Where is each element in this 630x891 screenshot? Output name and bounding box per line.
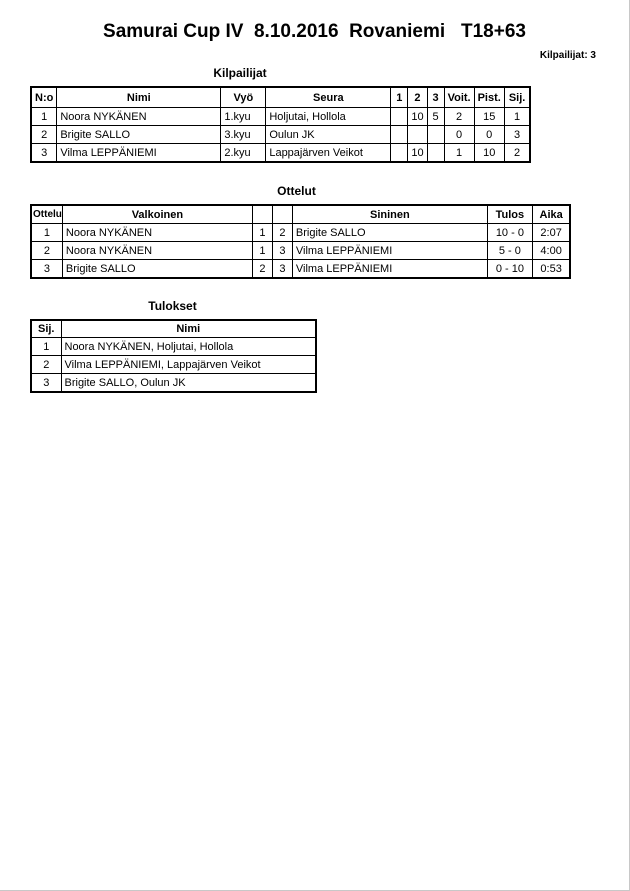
col-header-2: 2: [408, 87, 427, 108]
cell-sij: 2: [31, 356, 61, 374]
cell-voit: 0: [444, 126, 474, 144]
tulokset-table: [30, 319, 317, 393]
cell-match-2: 10: [408, 144, 427, 163]
cell-sininen: Vilma LEPPÄNIEMI: [292, 260, 487, 279]
cell-vyo: 2.kyu: [221, 144, 266, 163]
competitor-count: Kilpailijat: 3: [539, 50, 596, 61]
table-row: [31, 374, 316, 393]
cell-valkoinen: Noora NYKÄNEN: [62, 224, 252, 242]
cell-tulos: 10 - 0: [487, 224, 532, 242]
tulokset-header-row: [31, 320, 316, 338]
cell-match-1: [391, 144, 408, 163]
cell-match-3: 5: [427, 108, 444, 126]
table-row: [31, 144, 530, 163]
col-header-tulos: Tulos: [487, 205, 532, 224]
cell-white-no: 1: [252, 242, 272, 260]
cell-match-no: 2: [31, 242, 62, 260]
cell-match-no: 1: [31, 224, 62, 242]
col-header-3: 3: [427, 87, 444, 108]
col-header-sij: Sij.: [504, 87, 530, 108]
col-header-sij: Sij.: [31, 320, 61, 338]
cell-valkoinen: Noora NYKÄNEN: [62, 242, 252, 260]
col-header-nimi: Nimi: [57, 87, 221, 108]
cell-blue-no: 3: [272, 242, 292, 260]
ottelut-heading: Ottelut: [277, 184, 316, 198]
cell-aika: 0:53: [532, 260, 570, 279]
cell-nimi: Noora NYKÄNEN, Holjutai, Hollola: [61, 338, 316, 356]
ottelut-header-row: [31, 205, 570, 224]
cell-sij: 2: [504, 144, 530, 163]
table-row: [31, 356, 316, 374]
cell-aika: 2:07: [532, 224, 570, 242]
cell-valkoinen: Brigite SALLO: [62, 260, 252, 279]
table-row: [31, 126, 530, 144]
table-row: [31, 224, 570, 242]
cell-nimi: Vilma LEPPÄNIEMI, Lappajärven Veikot: [61, 356, 316, 374]
cell-sij: 1: [504, 108, 530, 126]
col-header-ottelu: Ottelu: [31, 205, 62, 224]
cell-pist: 15: [474, 108, 504, 126]
col-header-nimi: Nimi: [61, 320, 316, 338]
cell-sij: 3: [504, 126, 530, 144]
cell-no: 2: [31, 126, 57, 144]
kilpailijat-table: [30, 86, 531, 163]
col-header-pist: Pist.: [474, 87, 504, 108]
col-header-no: N:o: [31, 87, 57, 108]
cell-white-no: 1: [252, 224, 272, 242]
cell-match-no: 3: [31, 260, 62, 279]
cell-voit: 2: [444, 108, 474, 126]
page-title: Samurai Cup IV 8.10.2016 Rovaniemi T18+63: [103, 21, 526, 42]
cell-sij: 3: [31, 374, 61, 393]
cell-match-3: [427, 144, 444, 163]
cell-aika: 4:00: [532, 242, 570, 260]
col-header-white-no: [252, 205, 272, 224]
cell-no: 1: [31, 108, 57, 126]
cell-nimi: Vilma LEPPÄNIEMI: [57, 144, 221, 163]
table-row: [31, 260, 570, 279]
cell-pist: 10: [474, 144, 504, 163]
col-header-1: 1: [391, 87, 408, 108]
col-header-seura: Seura: [266, 87, 391, 108]
kilpailijat-heading: Kilpailijat: [213, 66, 267, 80]
cell-sininen: Vilma LEPPÄNIEMI: [292, 242, 487, 260]
col-header-blue-no: [272, 205, 292, 224]
col-header-aika: Aika: [532, 205, 570, 224]
cell-vyo: 3.kyu: [221, 126, 266, 144]
cell-seura: Oulun JK: [266, 126, 391, 144]
cell-tulos: 0 - 10: [487, 260, 532, 279]
cell-nimi: Brigite SALLO, Oulun JK: [61, 374, 316, 393]
col-header-voit: Voit.: [444, 87, 474, 108]
cell-seura: Lappajärven Veikot: [266, 144, 391, 163]
cell-nimi: Noora NYKÄNEN: [57, 108, 221, 126]
cell-sininen: Brigite SALLO: [292, 224, 487, 242]
cell-pist: 0: [474, 126, 504, 144]
col-header-valkoinen: Valkoinen: [62, 205, 252, 224]
cell-nimi: Brigite SALLO: [57, 126, 221, 144]
cell-blue-no: 2: [272, 224, 292, 242]
cell-no: 3: [31, 144, 57, 163]
cell-match-3: [427, 126, 444, 144]
tulokset-heading: Tulokset: [148, 299, 197, 313]
cell-match-1: [391, 108, 408, 126]
cell-match-2: [408, 126, 427, 144]
table-row: [31, 108, 530, 126]
col-header-sininen: Sininen: [292, 205, 487, 224]
table-row: [31, 242, 570, 260]
cell-blue-no: 3: [272, 260, 292, 279]
table-row: [31, 338, 316, 356]
cell-tulos: 5 - 0: [487, 242, 532, 260]
cell-vyo: 1.kyu: [221, 108, 266, 126]
col-header-vyo: Vyö: [221, 87, 266, 108]
kilpailijat-header-row: [31, 87, 530, 108]
cell-seura: Holjutai, Hollola: [266, 108, 391, 126]
cell-voit: 1: [444, 144, 474, 163]
ottelut-table: [30, 204, 571, 279]
cell-match-1: [391, 126, 408, 144]
cell-sij: 1: [31, 338, 61, 356]
cell-match-2: 10: [408, 108, 427, 126]
cell-white-no: 2: [252, 260, 272, 279]
